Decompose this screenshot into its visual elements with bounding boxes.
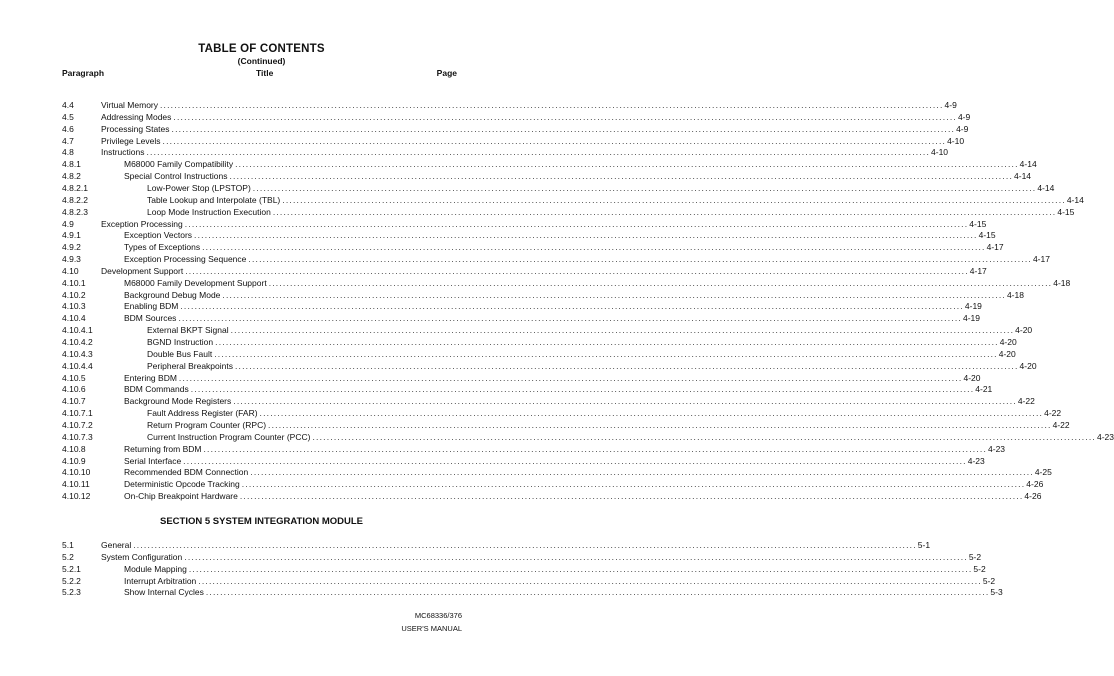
- toc-entry-title: BGND Instruction: [147, 337, 214, 347]
- toc-entry-page: 4-23: [967, 455, 985, 466]
- toc-entry[interactable]: [62, 229, 996, 241]
- toc-entry[interactable]: [62, 539, 931, 551]
- page-subtitle: (Continued): [237, 56, 286, 66]
- toc-entry-title: Privilege Levels: [101, 135, 161, 146]
- toc-entry-page: 4-20: [999, 337, 1017, 347]
- toc-entry-line: [101, 99, 957, 111]
- toc-entry-number: 4.10.5: [62, 372, 86, 383]
- dot-leader: ............................................................................................................................................................................................................................: [198, 575, 982, 586]
- toc-entry-number: 4.10.7.3: [62, 431, 93, 442]
- toc-entry-line: [147, 336, 1017, 348]
- toc-entry[interactable]: [62, 383, 993, 395]
- toc-entry[interactable]: [62, 135, 965, 147]
- toc-entry-line: [101, 551, 982, 563]
- toc-entry-number: 5.2.2: [62, 575, 81, 586]
- dot-leader: ............................................................................................................................................................................................................................: [230, 325, 1015, 336]
- dot-leader: ............................................................................................................................................................................................................................: [178, 372, 963, 383]
- dot-leader: ............................................................................................................................................................................................................................: [252, 182, 1037, 193]
- toc-entry-page: 4-18: [1006, 289, 1024, 300]
- toc-entry-number: 4.10.4.1: [62, 325, 93, 336]
- toc-entry[interactable]: [62, 111, 971, 123]
- toc-entry-page: 4-17: [969, 265, 987, 276]
- toc-entry-number: 4.10.6: [62, 384, 86, 395]
- toc-entry-line: [124, 372, 981, 384]
- toc-entry[interactable]: [62, 563, 986, 575]
- toc-entry-line: [147, 431, 1114, 443]
- toc-entry-title: BDM Commands: [124, 384, 189, 395]
- toc-entry-page: 4-9: [944, 100, 957, 110]
- footer-manual-title: USER'S MANUAL: [401, 624, 462, 633]
- toc-entry-number: 4.10.7: [62, 396, 86, 407]
- dot-leader: ............................................................................................................................................................................................................................: [184, 551, 968, 562]
- toc-entry[interactable]: [62, 265, 987, 277]
- toc-entry-line: [124, 443, 1006, 455]
- toc-entry-page: 4-19: [964, 301, 982, 312]
- dot-leader: ............................................................................................................................................................................................................................: [239, 491, 1024, 502]
- toc-entry-line: [124, 395, 1035, 407]
- toc-entry[interactable]: [62, 372, 981, 384]
- toc-entry-number: 4.8.1: [62, 159, 81, 170]
- dot-leader: ............................................................................................................................................................................................................................: [202, 242, 986, 253]
- toc-entry-number: 4.4: [62, 100, 74, 110]
- toc-entry-number: 4.10.9: [62, 455, 86, 466]
- footer-part-number: MC68336/376: [414, 611, 462, 620]
- toc-entry-line: [124, 158, 1037, 170]
- dot-leader: ............................................................................................................................................................................................................................: [188, 563, 973, 574]
- dot-leader: ............................................................................................................................................................................................................................: [180, 301, 964, 312]
- page-title: TABLE OF CONTENTS: [198, 43, 325, 55]
- toc-entry[interactable]: [62, 206, 1075, 218]
- toc-entry-number: 4.8.2: [62, 171, 81, 182]
- toc-entry[interactable]: [62, 300, 982, 312]
- toc-entry-title: Addressing Modes: [101, 111, 172, 122]
- dot-leader: ............................................................................................................................................................................................................................: [233, 396, 1017, 407]
- toc-entry-line: [124, 563, 986, 575]
- toc-entry-page: 4-14: [1037, 182, 1055, 193]
- dot-leader: ............................................................................................................................................................................................................................: [268, 419, 1052, 430]
- column-header-page: Page: [436, 68, 457, 78]
- dot-leader: ............................................................................................................................................................................................................................: [171, 123, 956, 134]
- toc-entry-line: [124, 575, 996, 587]
- toc-entry-title: Background Mode Registers: [124, 396, 232, 407]
- column-header-title: Title: [256, 68, 274, 78]
- toc-entry-number: 5.2.3: [62, 587, 81, 598]
- toc-entry-line: [124, 253, 1050, 265]
- dot-leader: ............................................................................................................................................................................................................................: [222, 289, 1006, 300]
- toc-entry-title: Instructions: [101, 147, 145, 158]
- toc-entry-page: 4-19: [962, 313, 980, 324]
- toc-entry[interactable]: [62, 99, 957, 111]
- toc-entry-page: 4-20: [1015, 325, 1033, 336]
- toc-entry-number: 4.9.1: [62, 230, 81, 241]
- dot-leader: ............................................................................................................................................................................................................................: [215, 337, 999, 347]
- toc-entry-title: Exception Processing: [101, 218, 183, 229]
- toc-entry-page: 4-15: [978, 230, 996, 241]
- toc-entry[interactable]: [62, 466, 1052, 478]
- toc-entry-line: [101, 265, 987, 277]
- toc-entry-page: 4-21: [975, 384, 993, 395]
- toc-entry-title: Interrupt Arbitration: [124, 575, 197, 586]
- toc-entry-page: 4-25: [1034, 467, 1052, 478]
- toc-entry-title: Show Internal Cycles: [124, 587, 204, 598]
- toc-entry-number: 4.10.12: [62, 491, 91, 502]
- toc-entry-title: Exception Vectors: [124, 230, 193, 241]
- toc-entry[interactable]: [62, 478, 1044, 490]
- toc-entry-line: [124, 586, 1003, 598]
- toc-entry[interactable]: [62, 348, 1016, 360]
- toc-entry[interactable]: [62, 336, 1017, 348]
- toc-entry-line: [124, 229, 996, 241]
- toc-entry[interactable]: [62, 407, 1062, 419]
- toc-entry[interactable]: [62, 431, 1114, 443]
- dot-leader: ............................................................................................................................................................................................................................: [160, 100, 944, 110]
- column-header-paragraph: Paragraph: [62, 68, 105, 78]
- toc-entry-page: 4-14: [1014, 171, 1032, 182]
- toc-entry-line: [147, 182, 1055, 194]
- toc-entry-title: BDM Sources: [124, 313, 177, 324]
- toc-entry-page: 4-23: [988, 443, 1006, 454]
- dot-leader: ............................................................................................................................................................................................................................: [162, 135, 947, 146]
- toc-entry-title: Types of Exceptions: [124, 242, 201, 253]
- toc-entry-number: 5.1: [62, 540, 74, 550]
- toc-entry-number: 4.10.7.1: [62, 408, 93, 419]
- toc-entry-title: Deterministic Opcode Tracking: [124, 479, 240, 490]
- toc-entry-page: 4-10: [947, 135, 965, 146]
- toc-entry-number: 4.10.4.2: [62, 337, 93, 347]
- dot-leader: ............................................................................................................................................................................................................................: [241, 479, 1026, 490]
- toc-entry-page: 5-2: [973, 563, 986, 574]
- toc-entry-number: 4.10.7.2: [62, 419, 93, 430]
- toc-entry[interactable]: [62, 490, 1042, 502]
- toc-entry-page: 4-22: [1044, 408, 1062, 419]
- toc-entry-number: 4.8: [62, 147, 74, 158]
- toc-entry-title: Development Support: [101, 265, 184, 276]
- toc-entry-line: [124, 289, 1024, 301]
- toc-entry-title: Current Instruction Program Counter (PCC): [147, 431, 311, 442]
- toc-entry-title: Processing States: [101, 123, 170, 134]
- toc-entry-page: 5-2: [968, 551, 982, 562]
- toc-entry-title: M68000 Family Compatibility: [124, 159, 234, 170]
- toc-entry-title: Entering BDM: [124, 372, 177, 383]
- toc-entry-line: [147, 360, 1037, 372]
- toc-entry-page: 4-14: [1019, 159, 1037, 170]
- toc-entry-number: 4.10.3: [62, 301, 86, 312]
- toc-entry-page: 4-20: [1019, 360, 1037, 371]
- toc-entry-line: [124, 277, 1071, 289]
- toc-entry-line: [124, 466, 1052, 478]
- toc-entry-line: [101, 123, 969, 135]
- toc-entry-line: [124, 312, 980, 324]
- toc-entry[interactable]: [62, 395, 1035, 407]
- toc-entry-number: 4.10.4.4: [62, 360, 93, 371]
- toc-entry-title: System Configuration: [101, 551, 183, 562]
- dot-leader: ............................................................................................................................................................................................................................: [235, 360, 1019, 371]
- dot-leader: ............................................................................................................................................................................................................................: [248, 254, 1032, 264]
- toc-entry-line: [101, 135, 965, 147]
- toc-entry-line: [147, 348, 1016, 360]
- toc-entry[interactable]: [62, 241, 1004, 253]
- toc-entry[interactable]: [62, 289, 1024, 301]
- toc-entry-page: 4-9: [956, 123, 969, 134]
- toc-entry-line: [101, 539, 931, 551]
- toc-entry[interactable]: [62, 194, 1084, 206]
- toc-entry-number: 4.8.2.2: [62, 194, 88, 205]
- toc-entry-number: 4.10: [62, 265, 79, 276]
- toc-entry[interactable]: [62, 551, 982, 563]
- toc-entry-page: 4-14: [1066, 194, 1084, 205]
- toc-entry[interactable]: [62, 123, 969, 135]
- toc-entry[interactable]: [62, 586, 1003, 598]
- toc-entry-line: [124, 478, 1044, 490]
- toc-entry-title: Low-Power Stop (LPSTOP): [147, 182, 251, 193]
- toc-entry-page: 4-15: [1057, 206, 1075, 217]
- dot-leader: ............................................................................................................................................................................................................................: [183, 455, 967, 466]
- dot-leader: ............................................................................................................................................................................................................................: [146, 147, 931, 158]
- toc-entry-number: 4.10.8: [62, 443, 86, 454]
- toc-entry-number: 4.10.11: [62, 479, 90, 490]
- toc-entry-number: 4.8.2.1: [62, 182, 88, 193]
- toc-entry-page: 4-10: [931, 147, 949, 158]
- toc-entry-number: 4.5: [62, 111, 74, 122]
- toc-entry[interactable]: [62, 312, 980, 324]
- toc-entry-line: [101, 111, 971, 123]
- dot-leader: ............................................................................................................................................................................................................................: [203, 443, 988, 454]
- toc-entry-title: Returning from BDM: [124, 443, 202, 454]
- toc-entry-line: [101, 146, 949, 158]
- toc-entry-page: 4-26: [1026, 479, 1044, 490]
- dot-leader: ............................................................................................................................................................................................................................: [272, 206, 1057, 217]
- toc-entry-title: Return Program Counter (RPC): [147, 419, 267, 430]
- toc-entry-line: [147, 407, 1062, 419]
- toc-entry-line: [147, 206, 1075, 218]
- toc-entry-title: Virtual Memory: [101, 100, 158, 110]
- toc-entry-number: 4.6: [62, 123, 74, 134]
- toc-entry-page: 4-20: [998, 348, 1016, 359]
- dot-leader: ............................................................................................................................................................................................................................: [229, 171, 1014, 182]
- toc-entry-page: 4-18: [1053, 277, 1071, 288]
- toc-entry-line: [147, 324, 1033, 336]
- toc-entry-number: 4.9.3: [62, 254, 81, 264]
- toc-entry-title: Serial Interface: [124, 455, 182, 466]
- toc-entry-page: 4-22: [1052, 419, 1070, 430]
- dot-leader: ............................................................................................................................................................................................................................: [190, 384, 975, 395]
- toc-entry-title: On-Chip Breakpoint Hardware: [124, 491, 238, 502]
- toc-entry-number: 4.10.4: [62, 313, 86, 324]
- toc-entry-page: 5-2: [982, 575, 996, 586]
- dot-leader: ............................................................................................................................................................................................................................: [205, 587, 990, 598]
- toc-entry-page: 4-17: [1032, 254, 1050, 264]
- dot-leader: ............................................................................................................................................................................................................................: [268, 277, 1053, 288]
- dot-leader: ............................................................................................................................................................................................................................: [235, 159, 1019, 170]
- toc-entry-line: [147, 194, 1084, 206]
- toc-entry-title: Table Lookup and Interpolate (TBL): [147, 194, 281, 205]
- toc-entry-line: [124, 170, 1032, 182]
- dot-leader: ............................................................................................................................................................................................................................: [184, 218, 969, 229]
- toc-entry-number: 5.2: [62, 551, 74, 562]
- toc-entry-page: 4-22: [1017, 396, 1035, 407]
- dot-leader: ............................................................................................................................................................................................................................: [250, 467, 1034, 478]
- toc-entry[interactable]: [62, 146, 949, 158]
- dot-leader: ............................................................................................................................................................................................................................: [133, 540, 917, 550]
- section-heading: SECTION 5 SYSTEM INTEGRATION MODULE: [159, 516, 364, 527]
- toc-entry-page: 5-3: [990, 587, 1003, 598]
- toc-entry[interactable]: [62, 575, 996, 587]
- toc-entry-line: [124, 300, 982, 312]
- toc-entry-page: 4-17: [986, 242, 1004, 253]
- toc-entry-line: [147, 419, 1070, 431]
- toc-entry[interactable]: [62, 455, 985, 467]
- toc-entry-title: Double Bus Fault: [147, 348, 213, 359]
- toc-entry[interactable]: [62, 253, 1050, 265]
- toc-entry-title: External BKPT Signal: [147, 325, 229, 336]
- toc-entry-title: Fault Address Register (FAR): [147, 408, 258, 419]
- toc-entry-number: 4.8.2.3: [62, 206, 88, 217]
- toc-entry-page: 4-20: [963, 372, 981, 383]
- toc-entry-number: 5.2.1: [62, 563, 81, 574]
- dot-leader: ............................................................................................................................................................................................................................: [312, 431, 1096, 442]
- dot-leader: ............................................................................................................................................................................................................................: [214, 348, 998, 359]
- dot-leader: ............................................................................................................................................................................................................................: [178, 313, 962, 324]
- dot-leader: ............................................................................................................................................................................................................................: [259, 408, 1044, 419]
- toc-entry-title: Module Mapping: [124, 563, 187, 574]
- toc-entry-number: 4.10.2: [62, 289, 86, 300]
- toc-entry[interactable]: [62, 170, 1032, 182]
- toc-entry-title: Enabling BDM: [124, 301, 179, 312]
- toc-entry[interactable]: [62, 443, 1006, 455]
- toc-entry-number: 4.10.4.3: [62, 348, 93, 359]
- toc-entry-page: 4-26: [1024, 491, 1042, 502]
- toc-entry-title: Loop Mode Instruction Execution: [147, 206, 271, 217]
- toc-entry[interactable]: [62, 277, 1071, 289]
- toc-entry-title: Background Debug Mode: [124, 289, 221, 300]
- toc-entry[interactable]: [62, 182, 1055, 194]
- toc-entry-title: Special Control Instructions: [124, 171, 228, 182]
- toc-entry[interactable]: [62, 419, 1070, 431]
- dot-leader: ............................................................................................................................................................................................................................: [282, 194, 1066, 205]
- toc-entry-title: General: [101, 540, 132, 550]
- toc-entry[interactable]: [62, 360, 1037, 372]
- toc-entry-line: [124, 241, 1004, 253]
- dot-leader: ............................................................................................................................................................................................................................: [173, 111, 957, 122]
- toc-entry-title: Exception Processing Sequence: [124, 254, 247, 264]
- dot-leader: ............................................................................................................................................................................................................................: [194, 230, 978, 241]
- toc-entry[interactable]: [62, 324, 1033, 336]
- toc-entry-title: M68000 Family Development Support: [124, 277, 267, 288]
- toc-entry[interactable]: [62, 158, 1037, 170]
- toc-entry-title: Recommended BDM Connection: [124, 467, 249, 478]
- toc-entry-number: 4.9.2: [62, 242, 81, 253]
- toc-entry-page: 4-23: [1097, 431, 1114, 442]
- toc-entry-line: [101, 218, 987, 230]
- toc-entry-number: 4.10.10: [62, 467, 91, 478]
- toc-entry-number: 4.7: [62, 135, 74, 146]
- toc-entry-page: 4-15: [969, 218, 987, 229]
- toc-entry-number: 4.10.1: [62, 277, 86, 288]
- toc-entry-page: 5-1: [917, 540, 931, 550]
- toc-entry[interactable]: [62, 218, 987, 230]
- toc-entry-number: 4.9: [62, 218, 74, 229]
- toc-entry-title: Peripheral Breakpoints: [147, 360, 233, 371]
- toc-entry-line: [124, 490, 1042, 502]
- toc-entry-page: 4-9: [957, 111, 971, 122]
- toc-entry-line: [124, 455, 985, 467]
- dot-leader: ............................................................................................................................................................................................................................: [185, 265, 969, 276]
- toc-entry-line: [124, 383, 993, 395]
